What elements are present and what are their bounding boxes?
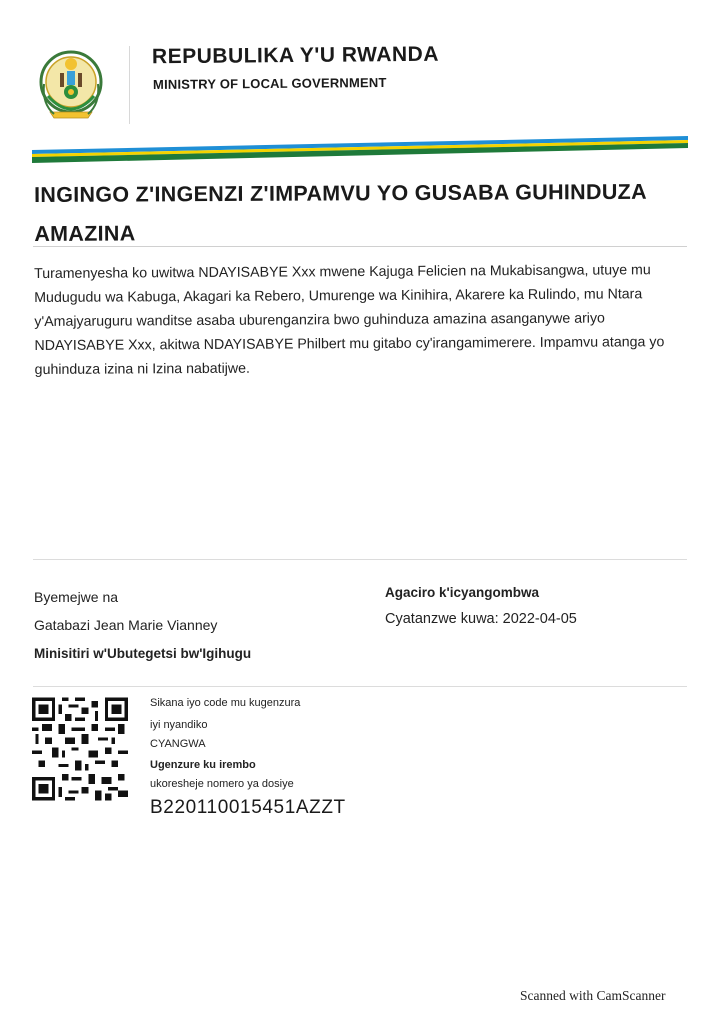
verify-label: Ugenzure ku irembo — [150, 759, 256, 771]
flag-color-band — [32, 132, 688, 166]
document-title: INGINGO Z'INGENZI Z'IMPAMVU YO GUSABA GUHINDUZA AMAZINA — [34, 179, 647, 246]
coat-of-arms-emblem — [38, 44, 104, 134]
document-body: Turamenyesha ko uwitwa NDAYISABYE Xxx mwene Kajuga Felicien na Mukabisangwa, utuye mu Mudugudu wa Kabuga, Akagari ka Rebero, Umurenge wa Kinihira, Akarere ka Rulindo, mu Ntara y'Amajyaruguru wanditse asaba uburenganzira bwo guhinduza amazina asanganywe ariyo NDAYISABYE Xxx, akitwa NDAYISABYE Philbert mu gitabo cy'irangamimerere. Impamvu atanga yo guhinduza izina ni Izina nabatijwe. — [34, 262, 665, 378]
or-label: CYANGWA — [150, 738, 206, 750]
application-number: B220110015451AZZT — [150, 797, 346, 818]
section-divider — [33, 559, 687, 560]
qr-code — [32, 697, 128, 801]
title-divider — [33, 246, 687, 247]
approved-by-label: Byemejwe na — [34, 589, 119, 605]
scanner-watermark: Scanned with CamScanner — [520, 988, 666, 1003]
republic-title: REPUBULIKA Y'U RWANDA — [151, 42, 440, 69]
section-divider — [33, 686, 687, 687]
approver-name: Gatabazi Jean Marie Vianney — [34, 617, 218, 633]
scan-instruction: Sikana iyo code mu kugenzura — [150, 697, 301, 709]
fee-label: Agaciro k'icyangombwa — [385, 585, 540, 600]
header-separator — [129, 46, 130, 124]
application-number-label: ukoresheje nomero ya dosiye — [150, 778, 294, 790]
issued-date: Cyatanzwe kuwa: 2022-04-05 — [385, 611, 577, 627]
ministry-name: MINISTRY OF LOCAL GOVERNMENT — [152, 74, 387, 93]
scan-instruction-cont: iyi nyandiko — [150, 719, 208, 731]
approver-title: Minisitiri w'Ubutegetsi bw'Igihugu — [34, 646, 252, 661]
